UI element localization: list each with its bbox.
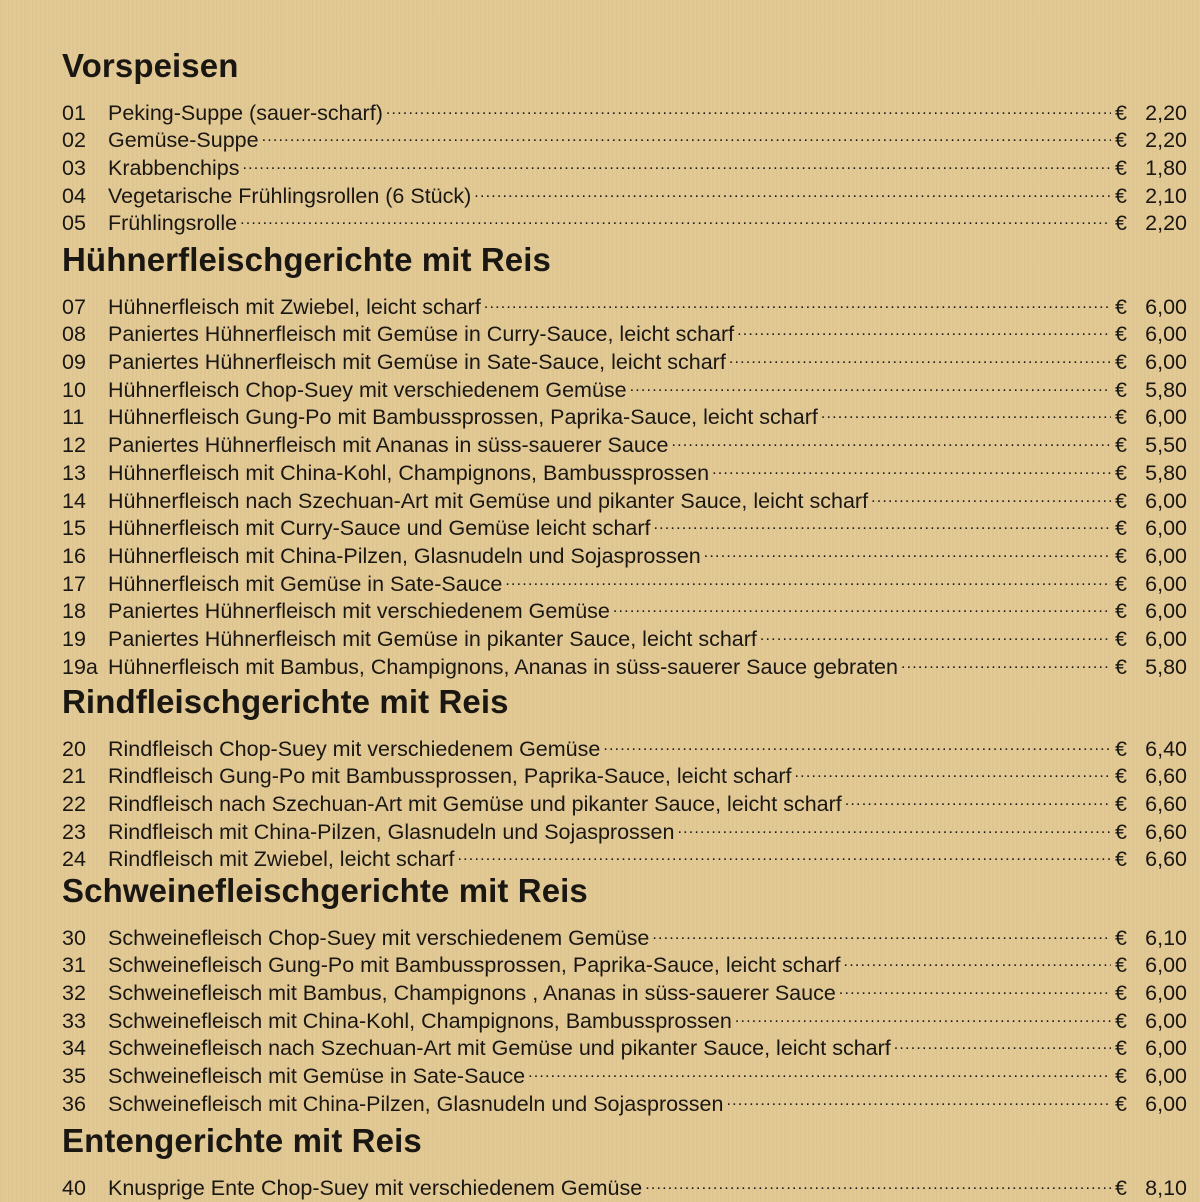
item-name: Rindfleisch Gung-Po mit Bambussprossen, Paprika-Sauce, leicht scharf xyxy=(108,764,792,789)
currency-symbol: € xyxy=(1115,599,1127,624)
price-amount: 6,00 xyxy=(1145,1064,1187,1089)
section-vorspeisen xyxy=(62,46,1187,236)
section-title: Rindfleischgerichte mit Reis xyxy=(62,683,509,720)
menu-item-list xyxy=(62,1167,1187,1200)
price-amount: 6,00 xyxy=(1145,516,1187,541)
menu-item xyxy=(62,508,1187,541)
item-name: Paniertes Hühnerfleisch mit Gemüse in Curry-Sauce, leicht scharf xyxy=(108,322,735,347)
item-number: 01 xyxy=(62,100,86,125)
price-amount: 6,00 xyxy=(1145,981,1187,1006)
dot-leader xyxy=(654,508,1112,536)
section-title: Hühnerfleischgerichte mit Reis xyxy=(62,241,551,278)
dot-leader xyxy=(844,945,1111,973)
price-amount: 5,50 xyxy=(1145,433,1187,458)
currency-symbol: € xyxy=(1115,1008,1127,1033)
dot-leader xyxy=(735,1000,1111,1028)
item-number: 04 xyxy=(62,183,86,208)
item-number: 36 xyxy=(62,1091,86,1116)
item-name: Schweinefleisch Chop-Suey mit verschiedenem Gemüse xyxy=(108,925,650,950)
price-amount: 2,10 xyxy=(1145,183,1187,208)
price-amount: 6,00 xyxy=(1145,543,1187,568)
price-amount: 6,10 xyxy=(1145,925,1187,950)
currency-symbol: € xyxy=(1115,925,1127,950)
item-name: Rindfleisch mit Zwiebel, leicht scharf xyxy=(108,847,455,872)
dot-leader xyxy=(386,92,1111,120)
menu-item xyxy=(62,1083,1187,1116)
currency-symbol: € xyxy=(1115,1091,1127,1116)
item-number: 22 xyxy=(62,792,86,817)
item-name: Knusprige Ente Chop-Suey mit verschiedenem Gemüse xyxy=(108,1175,643,1200)
item-number: 18 xyxy=(62,599,86,624)
dot-leader xyxy=(474,175,1111,203)
menu-item xyxy=(62,811,1187,844)
item-name: Hühnerfleisch mit China-Pilzen, Glasnudeln und Sojasprossen xyxy=(108,543,701,568)
section-schweinefleisch xyxy=(62,871,1187,1116)
item-name: Paniertes Hühnerfleisch mit Gemüse in Sate-Sauce, leicht scharf xyxy=(108,350,726,375)
price-amount: 6,00 xyxy=(1145,322,1187,347)
item-number: 12 xyxy=(62,433,86,458)
item-name: Rindfleisch Chop-Suey mit verschiedenem Gemüse xyxy=(108,736,601,761)
item-number: 31 xyxy=(62,953,86,978)
price-amount: 6,00 xyxy=(1145,1091,1187,1116)
currency-symbol: € xyxy=(1115,764,1127,789)
dot-leader xyxy=(712,452,1111,480)
dot-leader xyxy=(613,591,1111,619)
menu-item xyxy=(62,535,1187,568)
item-number: 19 xyxy=(62,626,86,651)
item-number: 08 xyxy=(62,322,86,347)
item-number: 02 xyxy=(62,128,86,153)
item-number: 23 xyxy=(62,819,86,844)
menu-item xyxy=(62,424,1187,458)
price-amount: 6,00 xyxy=(1145,1036,1187,1061)
menu-item-list xyxy=(62,917,1187,1116)
item-number: 07 xyxy=(62,294,86,319)
item-number: 20 xyxy=(62,736,86,761)
item-price xyxy=(1115,1091,1187,1119)
item-number: 33 xyxy=(62,1008,86,1033)
item-name: Peking-Suppe (sauer-scharf) xyxy=(108,100,383,125)
currency-symbol: € xyxy=(1115,211,1127,236)
menu-item-list xyxy=(62,92,1187,236)
item-name: Schweinefleisch mit China-Pilzen, Glasnudeln und Sojasprossen xyxy=(108,1091,724,1116)
menu-item xyxy=(62,563,1187,596)
dot-leader xyxy=(839,972,1111,1000)
currency-symbol: € xyxy=(1115,543,1127,568)
currency-symbol: € xyxy=(1115,736,1127,761)
dot-leader xyxy=(729,341,1111,369)
menu-item xyxy=(62,591,1187,624)
item-name: Hühnerfleisch nach Szechuan-Art mit Gemüse und pikanter Sauce, leicht scharf xyxy=(108,488,869,513)
currency-symbol: € xyxy=(1115,294,1127,319)
price-amount: 2,20 xyxy=(1145,100,1187,125)
currency-symbol: € xyxy=(1115,156,1127,181)
currency-symbol: € xyxy=(1115,433,1127,458)
currency-symbol: € xyxy=(1115,405,1127,430)
item-name: Schweinefleisch nach Szechuan-Art mit Gemüse und pikanter Sauce, leicht scharf xyxy=(108,1036,891,1061)
item-name: Rindfleisch nach Szechuan-Art mit Gemüse und pikanter Sauce, leicht scharf xyxy=(108,792,842,817)
currency-symbol: € xyxy=(1115,377,1127,402)
menu-item xyxy=(62,286,1187,319)
currency-symbol: € xyxy=(1115,981,1127,1006)
dot-leader xyxy=(704,535,1111,563)
dot-leader xyxy=(630,369,1111,397)
item-name: Hühnerfleisch Gung-Po mit Bambussprossen, Paprika-Sauce, leicht scharf xyxy=(108,405,818,430)
dot-leader xyxy=(603,728,1111,756)
item-name: Paniertes Hühnerfleisch mit Ananas in süss-sauerer Sauce xyxy=(108,433,669,458)
item-name: Schweinefleisch mit Gemüse in Sate-Sauce xyxy=(108,1064,526,1089)
section-ente xyxy=(62,1121,1187,1200)
currency-symbol: € xyxy=(1115,626,1127,651)
menu-item-list xyxy=(62,286,1187,679)
menu-item xyxy=(62,1167,1187,1200)
item-number: 03 xyxy=(62,156,86,181)
currency-symbol: € xyxy=(1115,654,1127,679)
dot-leader xyxy=(240,203,1111,231)
item-number: 19a xyxy=(62,654,98,679)
item-number: 14 xyxy=(62,488,86,513)
currency-symbol: € xyxy=(1115,819,1127,844)
item-name: Schweinefleisch mit Bambus, Champignons , Ananas in süss-sauerer Sauce xyxy=(108,981,836,1006)
dot-leader xyxy=(677,811,1111,839)
price-amount: 2,20 xyxy=(1145,211,1187,236)
item-name: Hühnerfleisch Chop-Suey mit verschiedenem Gemüse xyxy=(108,377,627,402)
item-name: Krabbenchips xyxy=(108,156,240,181)
menu-item xyxy=(62,175,1187,208)
dot-leader xyxy=(652,917,1111,945)
dot-leader xyxy=(726,1083,1111,1111)
price-amount: 6,00 xyxy=(1145,626,1187,651)
menu-item xyxy=(62,756,1187,789)
menu-item xyxy=(62,397,1187,430)
dot-leader xyxy=(262,120,1111,148)
section-huehnerfleisch xyxy=(62,240,1187,679)
dot-leader xyxy=(737,314,1111,342)
item-number: 13 xyxy=(62,460,86,485)
item-name: Hühnerfleisch mit Zwiebel, leicht scharf xyxy=(108,294,481,319)
item-number: 40 xyxy=(62,1175,86,1200)
menu-item xyxy=(62,728,1187,761)
currency-symbol: € xyxy=(1115,1036,1127,1061)
item-number: 11 xyxy=(62,405,85,430)
dot-leader xyxy=(242,147,1111,175)
item-name: Rindfleisch mit China-Pilzen, Glasnudeln und Sojasprossen xyxy=(108,819,675,844)
item-number: 34 xyxy=(62,1036,86,1061)
currency-symbol: € xyxy=(1115,1064,1127,1089)
currency-symbol: € xyxy=(1115,100,1127,125)
price-amount: 2,20 xyxy=(1145,128,1187,153)
currency-symbol: € xyxy=(1115,847,1127,872)
section-title: Entengerichte mit Reis xyxy=(62,1122,422,1159)
menu-item xyxy=(62,1028,1187,1061)
menu-item xyxy=(62,917,1187,950)
price-amount: 1,80 xyxy=(1145,156,1187,181)
item-number: 21 xyxy=(62,764,86,789)
currency-symbol: € xyxy=(1115,350,1127,375)
dot-leader xyxy=(795,756,1111,784)
menu-item xyxy=(62,1055,1187,1089)
menu-item xyxy=(62,1000,1187,1033)
price-amount: 6,60 xyxy=(1145,847,1187,872)
menu-item xyxy=(62,369,1187,402)
item-name: Hühnerfleisch mit Bambus, Champignons, Ananas in süss-sauerer Sauce gebraten xyxy=(108,654,898,679)
item-number: 17 xyxy=(62,571,86,596)
item-number: 16 xyxy=(62,543,86,568)
menu-item xyxy=(62,147,1187,181)
currency-symbol: € xyxy=(1115,460,1127,485)
dot-leader xyxy=(528,1055,1111,1083)
item-name: Gemüse-Suppe xyxy=(108,128,259,153)
item-name: Frühlingsrolle xyxy=(108,211,238,236)
menu-item xyxy=(62,452,1187,485)
currency-symbol: € xyxy=(1115,488,1127,513)
menu-item xyxy=(62,618,1187,651)
item-number: 30 xyxy=(62,925,86,950)
price-amount: 6,00 xyxy=(1145,488,1187,513)
item-price xyxy=(1115,1175,1187,1202)
menu-item xyxy=(62,839,1187,872)
item-name: Hühnerfleisch mit Gemüse in Sate-Sauce xyxy=(108,571,503,596)
section-rindfleisch xyxy=(62,682,1187,872)
price-amount: 6,00 xyxy=(1145,405,1187,430)
item-number: 32 xyxy=(62,981,86,1006)
price-amount: 6,60 xyxy=(1145,764,1187,789)
item-price xyxy=(1115,654,1187,682)
menu-item xyxy=(62,783,1187,817)
price-amount: 6,60 xyxy=(1145,792,1187,817)
dot-leader xyxy=(458,839,1111,867)
menu-item xyxy=(62,120,1187,153)
price-amount: 6,00 xyxy=(1145,294,1187,319)
dot-leader xyxy=(894,1028,1111,1056)
price-amount: 6,00 xyxy=(1145,350,1187,375)
price-amount: 5,80 xyxy=(1145,460,1187,485)
price-amount: 6,00 xyxy=(1145,571,1187,596)
currency-symbol: € xyxy=(1115,128,1127,153)
currency-symbol: € xyxy=(1115,322,1127,347)
item-number: 10 xyxy=(62,377,86,402)
currency-symbol: € xyxy=(1115,792,1127,817)
dot-leader xyxy=(484,286,1111,314)
dot-leader xyxy=(760,618,1111,646)
price-amount: 8,10 xyxy=(1145,1175,1187,1200)
currency-symbol: € xyxy=(1115,953,1127,978)
dot-leader xyxy=(845,783,1111,811)
menu-item xyxy=(62,972,1187,1006)
item-name: Paniertes Hühnerfleisch mit verschiedenem Gemüse xyxy=(108,599,610,624)
dot-leader xyxy=(505,563,1111,591)
item-name: Paniertes Hühnerfleisch mit Gemüse in pikanter Sauce, leicht scharf xyxy=(108,626,757,651)
currency-symbol: € xyxy=(1115,1175,1127,1200)
menu-item xyxy=(62,480,1187,513)
price-amount: 5,80 xyxy=(1145,654,1187,679)
item-name: Schweinefleisch mit China-Kohl, Champignons, Bambussprossen xyxy=(108,1008,732,1033)
item-number: 35 xyxy=(62,1064,86,1089)
price-amount: 6,40 xyxy=(1145,736,1187,761)
item-price xyxy=(1115,846,1187,874)
menu-item xyxy=(62,92,1187,125)
currency-symbol: € xyxy=(1115,516,1127,541)
price-amount: 6,00 xyxy=(1145,1008,1187,1033)
section-title: Vorspeisen xyxy=(62,47,239,84)
dot-leader xyxy=(901,646,1111,674)
menu-item-list xyxy=(62,728,1187,872)
menu-item xyxy=(62,945,1187,978)
price-amount: 6,00 xyxy=(1145,953,1187,978)
currency-symbol: € xyxy=(1115,571,1127,596)
dot-leader xyxy=(671,424,1111,452)
price-amount: 6,00 xyxy=(1145,599,1187,624)
item-price xyxy=(1115,210,1187,238)
section-title: Schweinefleischgerichte mit Reis xyxy=(62,872,588,909)
dot-leader xyxy=(821,397,1111,425)
menu-item xyxy=(62,646,1187,679)
item-number: 09 xyxy=(62,350,86,375)
item-number: 24 xyxy=(62,847,86,872)
price-amount: 6,60 xyxy=(1145,819,1187,844)
menu-item xyxy=(62,341,1187,375)
menu-item xyxy=(62,314,1187,347)
item-name: Vegetarische Frühlingsrollen (6 Stück) xyxy=(108,183,472,208)
price-amount: 5,80 xyxy=(1145,377,1187,402)
menu-item xyxy=(62,203,1187,236)
dot-leader xyxy=(645,1167,1111,1195)
currency-symbol: € xyxy=(1115,183,1127,208)
item-name: Schweinefleisch Gung-Po mit Bambussprossen, Paprika-Sauce, leicht scharf xyxy=(108,953,841,978)
dot-leader xyxy=(871,480,1111,508)
item-number: 15 xyxy=(62,516,86,541)
item-number: 05 xyxy=(62,211,86,236)
item-name: Hühnerfleisch mit Curry-Sauce und Gemüse leicht scharf xyxy=(108,516,651,541)
item-name: Hühnerfleisch mit China-Kohl, Champignons, Bambussprossen xyxy=(108,460,710,485)
